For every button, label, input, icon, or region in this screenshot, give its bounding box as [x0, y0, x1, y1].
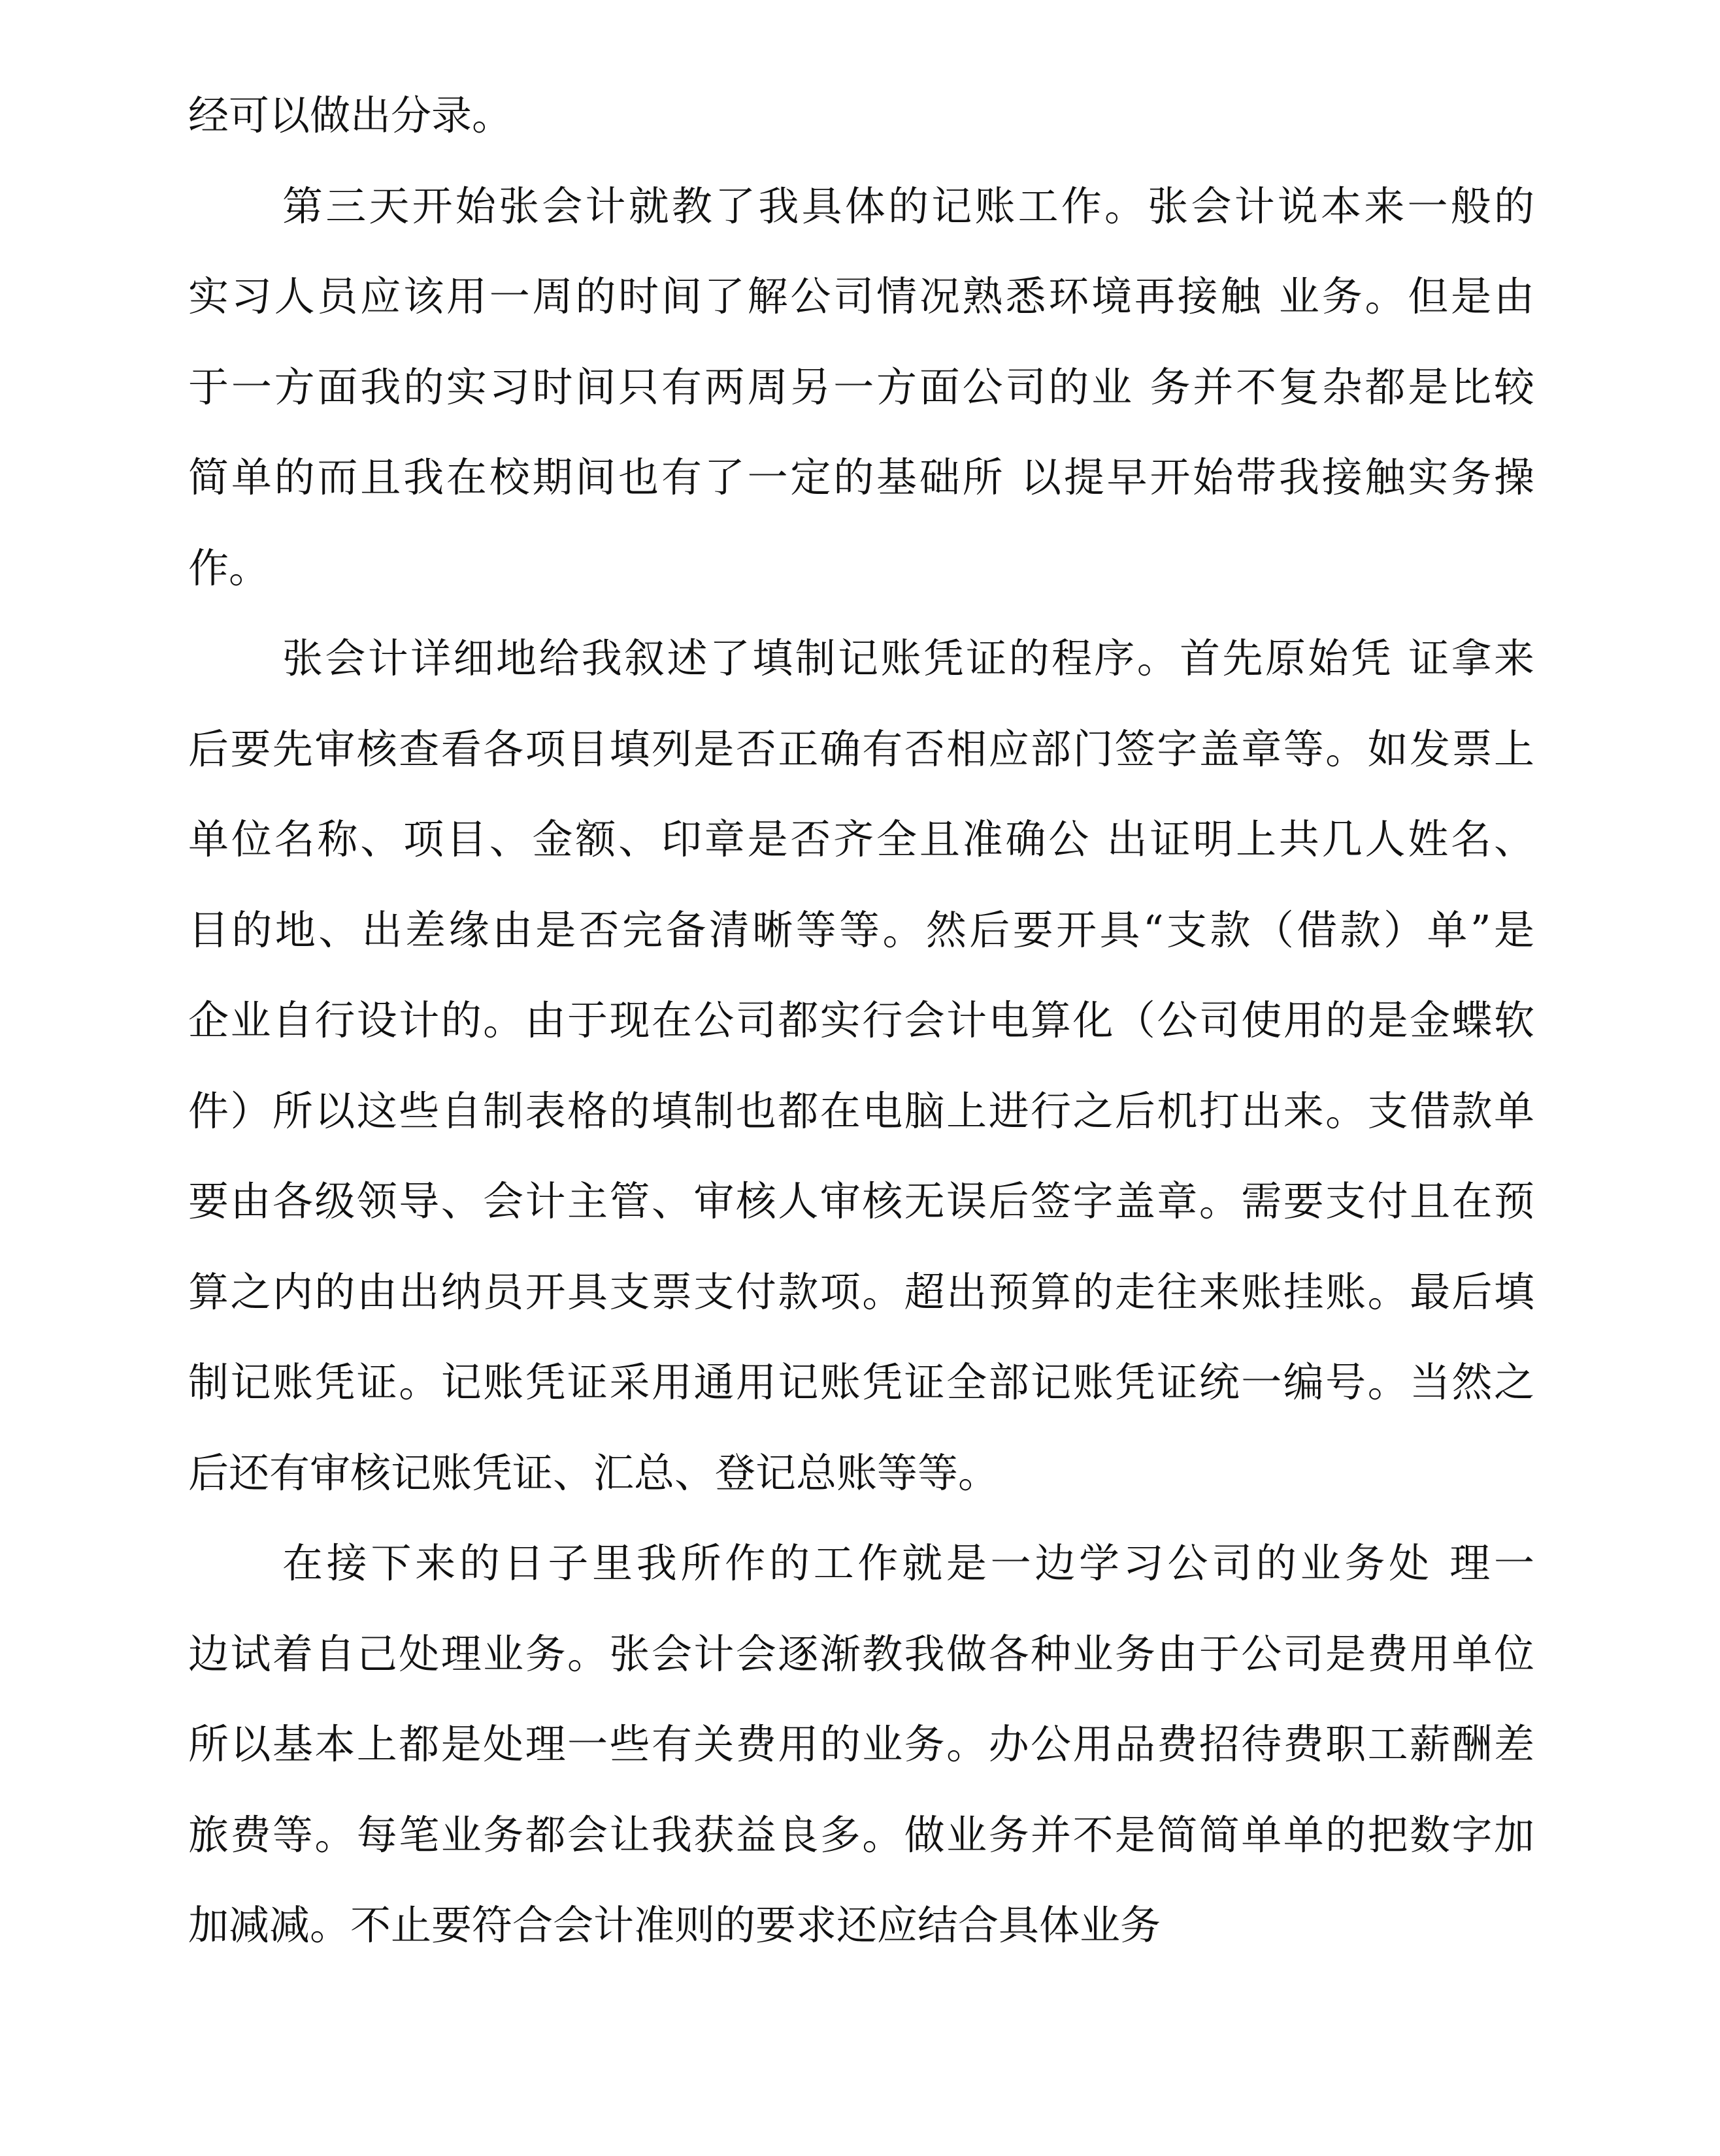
text-line: 后要先审核查看各项目填列是否正确有否相应部门签字盖章等。如发票上 [188, 725, 1534, 773]
text-line: 边试着自己处理业务。张会计会逐渐教我做各种业务由于公司是费用单位 [188, 1629, 1534, 1678]
text-line: 于一方面我的实习时间只有两周另一方面公司的业 务并不复杂都是比较 [188, 363, 1534, 411]
paragraph-first-line: 在接下来的日子里我所作的工作就是一边学习公司的业务处 理一 [282, 1539, 1534, 1587]
text-line: 所以基本上都是处理一些有关费用的业务。办公用品费招待费职工薪酬差 [188, 1720, 1534, 1768]
text-line: 企业自行设计的。由于现在公司都实行会计电算化（公司使用的是金蝶软 [188, 996, 1534, 1044]
text-line: 件）所以这些自制表格的填制也都在电脑上进行之后机打出来。支借款单 [188, 1086, 1534, 1135]
text-line: 制记账凭证。记账凭证采用通用记账凭证全部记账凭证统一编号。当然之 [188, 1358, 1534, 1406]
text-line: 单位名称、项目、金额、印章是否齐全且准确公 出证明上共几人姓名、 [188, 815, 1534, 863]
text-line: 作。 [188, 544, 270, 592]
text-line: 实习人员应该用一周的时间了解公司情况熟悉环境再接触 业务。但是由 [188, 272, 1534, 320]
text-line: 加减减。不止要符合会计准则的要求还应结合具体业务 [188, 1901, 1161, 1949]
text-line: 简单的而且我在校期间也有了一定的基础所 以提早开始带我接触实务操 [188, 453, 1534, 501]
body-text [188, 71, 1534, 1971]
paragraph-first-line: 第三天开始张会计就教了我具体的记账工作。张会计说本来一般的 [282, 182, 1534, 230]
text-line: 后还有审核记账凭证、汇总、登记总账等等。 [188, 1448, 999, 1497]
text-line: 算之内的由出纳员开具支票支付款项。超出预算的走往来账挂账。最后填 [188, 1267, 1534, 1316]
paragraph-first-line: 张会计详细地给我叙述了填制记账凭证的程序。首先原始凭 证拿来 [282, 634, 1534, 682]
text-line: 要由各级领导、会计主管、审核人审核无误后签字盖章。需要支付且在预 [188, 1177, 1534, 1225]
text-line: 旅费等。每笔业务都会让我获益良多。做业务并不是简简单单的把数字加 [188, 1810, 1534, 1859]
text-line: 目的地、出差缘由是否完备清晰等等。然后要开具“支款（借款）单”是 [188, 906, 1534, 954]
text-line: 经可以做出分录。 [188, 91, 513, 139]
